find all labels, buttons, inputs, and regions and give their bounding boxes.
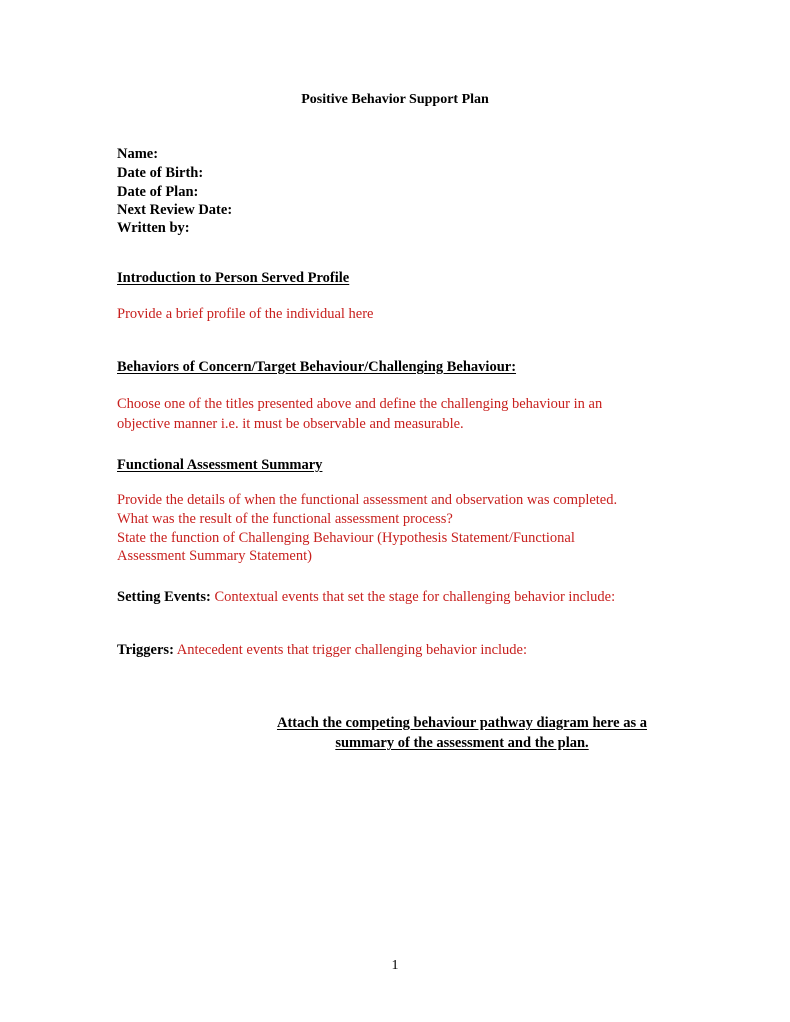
setting-events-label: Setting Events: (117, 589, 211, 605)
name-field-label: Name: (117, 146, 159, 162)
page-number: 1 (391, 958, 399, 973)
functional-heading: Functional Assessment Summary (117, 457, 323, 473)
triggers-text: Antecedent events that trigger challenging behavior include: (176, 642, 528, 658)
setting-events-text: Contextual events that set the stage for challenging behavior include: (214, 589, 616, 605)
dob-field-label: Date of Birth: (117, 165, 204, 181)
functional-text-line2: What was the result of the functional assessment process? (117, 511, 453, 527)
setting-events-row (117, 589, 615, 606)
functional-text-line1: Provide the details of when the functional assessment and observation was completed. (117, 492, 618, 508)
functional-text-line4: Assessment Summary Statement) (117, 548, 312, 564)
triggers-row (117, 642, 527, 659)
triggers-label: Triggers: (117, 642, 174, 658)
intro-text: Provide a brief profile of the individual here (117, 306, 374, 322)
behaviors-text-line2: objective manner i.e. it must be observable and measurable. (117, 416, 464, 432)
next-review-field-label: Next Review Date: (117, 202, 233, 218)
attach-diagram-note (262, 713, 662, 753)
behaviors-heading: Behaviors of Concern/Target Behaviour/Challenging Behaviour: (117, 359, 517, 375)
attach-note-line1: Attach the competing behaviour pathway diagram here as a (276, 715, 647, 731)
date-of-plan-field-label: Date of Plan: (117, 184, 199, 200)
functional-text-line3: State the function of Challenging Behaviour (Hypothesis Statement/Functional (117, 530, 575, 546)
written-by-field-label: Written by: (117, 220, 190, 236)
behaviors-text-line1: Choose one of the titles presented above and define the challenging behaviour in an (117, 396, 603, 412)
attach-note-line2: summary of the assessment and the plan. (335, 735, 589, 751)
intro-heading: Introduction to Person Served Profile (117, 270, 350, 286)
page-title: Positive Behavior Support Plan (301, 92, 489, 107)
